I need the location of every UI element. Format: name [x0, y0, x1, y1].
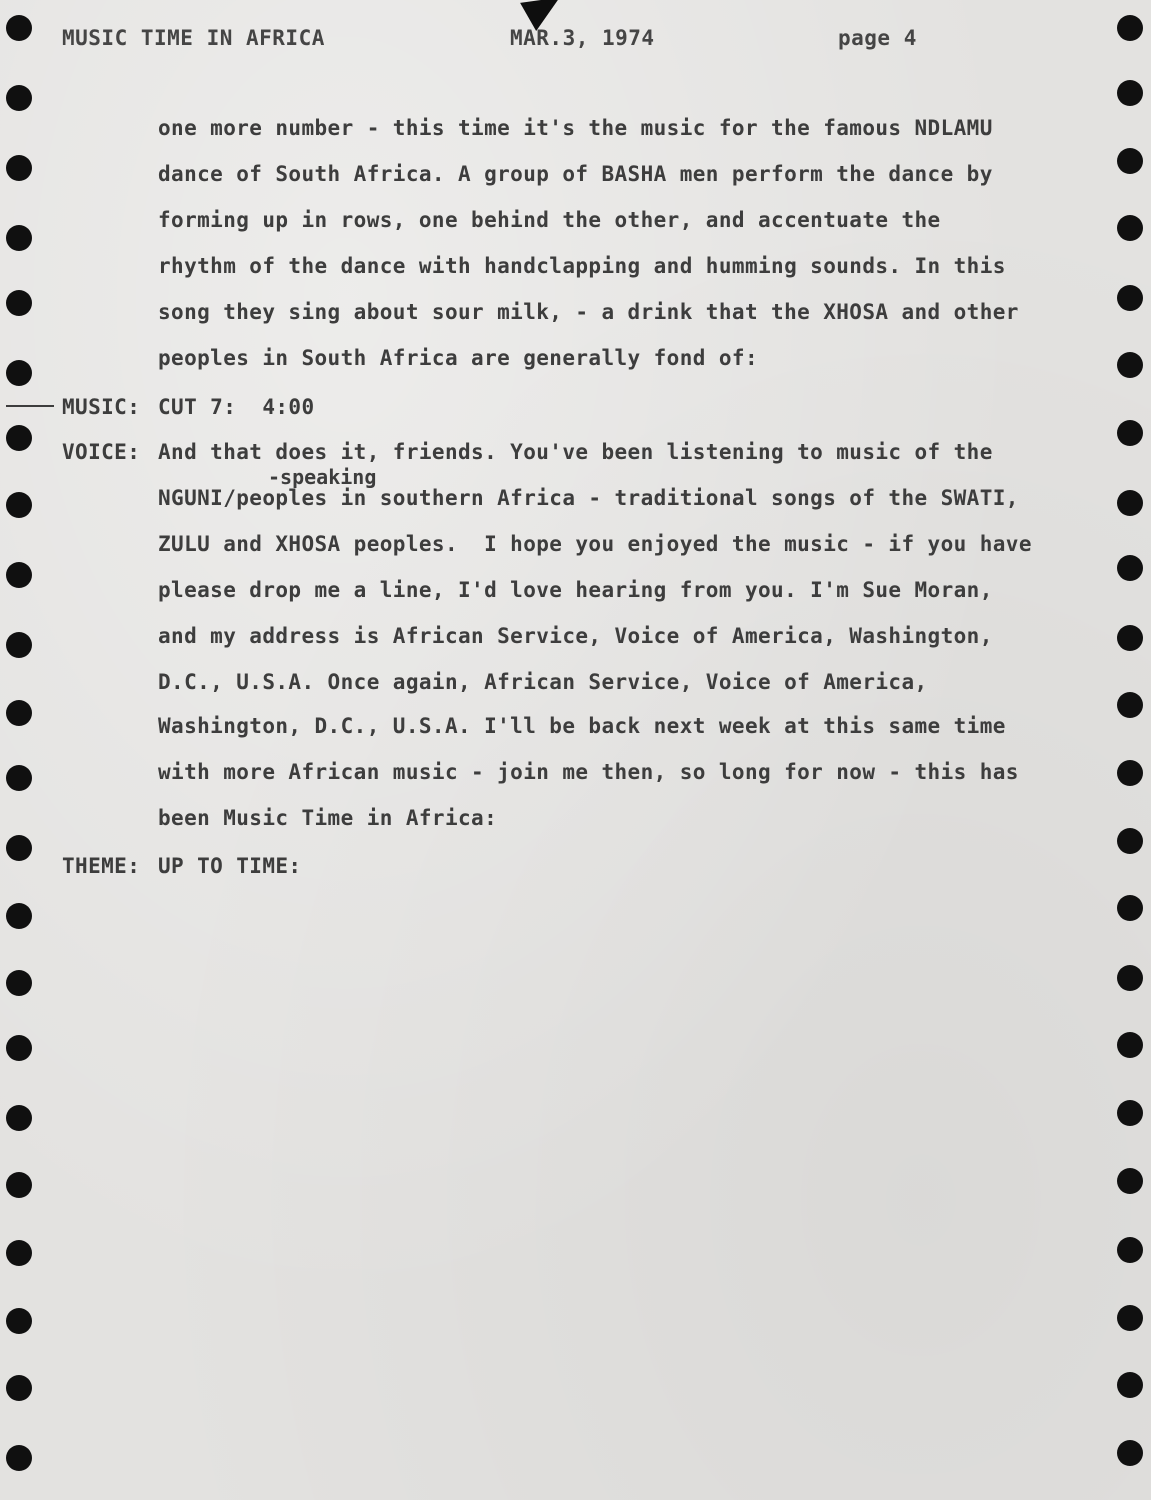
feed-hole	[1117, 1305, 1143, 1331]
feed-hole	[6, 632, 32, 658]
feed-hole	[1117, 828, 1143, 854]
feed-hole	[6, 1105, 32, 1131]
feed-hole	[6, 1375, 32, 1401]
feed-hole	[6, 492, 32, 518]
theme-cue-text: UP TO TIME:	[158, 854, 302, 878]
feed-hole	[1117, 215, 1143, 241]
script-line: song they sing about sour milk, - a drink that the XHOSA and other	[158, 300, 1019, 324]
feed-hole	[6, 1308, 32, 1334]
feed-hole	[6, 155, 32, 181]
feed-hole	[1117, 1168, 1143, 1194]
feed-hole	[6, 85, 32, 111]
script-line: please drop me a line, I'd love hearing from you. I'm Sue Moran,	[158, 578, 993, 602]
script-line: ZULU and XHOSA peoples. I hope you enjoyed the music - if you have	[158, 532, 1032, 556]
feed-hole	[1117, 15, 1143, 41]
music-cue-text: CUT 7: 4:00	[158, 395, 315, 419]
feed-hole	[6, 1172, 32, 1198]
script-line: and my address is African Service, Voice of America, Washington,	[158, 624, 993, 648]
feed-hole	[6, 1240, 32, 1266]
feed-hole	[1117, 490, 1143, 516]
margin-arrow-mark	[6, 405, 54, 407]
feed-hole	[6, 562, 32, 588]
feed-hole	[6, 15, 32, 41]
feed-hole	[6, 425, 32, 451]
feed-hole	[1117, 555, 1143, 581]
voice-cue-label: VOICE:	[62, 440, 141, 464]
feed-hole	[1117, 692, 1143, 718]
feed-hole	[6, 700, 32, 726]
feed-hole	[1117, 625, 1143, 651]
script-line: one more number - this time it's the music for the famous NDLAMU	[158, 116, 993, 140]
feed-hole	[1117, 1237, 1143, 1263]
left-tractor-feed-holes	[0, 0, 40, 1500]
handwritten-insertion: -speaking	[268, 465, 377, 489]
feed-hole	[6, 835, 32, 861]
feed-hole	[1117, 1100, 1143, 1126]
feed-hole	[1117, 895, 1143, 921]
theme-cue-label: THEME:	[62, 854, 141, 878]
feed-hole	[6, 1445, 32, 1471]
script-line: D.C., U.S.A. Once again, African Service, Voice of America,	[158, 670, 928, 694]
feed-hole	[1117, 760, 1143, 786]
feed-hole	[1117, 352, 1143, 378]
feed-hole	[1117, 965, 1143, 991]
feed-hole	[1117, 285, 1143, 311]
script-line: Washington, D.C., U.S.A. I'll be back next week at this same time	[158, 714, 1006, 738]
feed-hole	[6, 225, 32, 251]
page-number: page 4	[838, 26, 917, 50]
feed-hole	[1117, 420, 1143, 446]
feed-hole	[6, 970, 32, 996]
feed-hole	[1117, 1032, 1143, 1058]
right-tractor-feed-holes	[1111, 0, 1151, 1500]
feed-hole	[1117, 80, 1143, 106]
broadcast-date: MAR.3, 1974	[510, 26, 655, 50]
feed-hole	[6, 1035, 32, 1061]
feed-hole	[1117, 1372, 1143, 1398]
script-line: And that does it, friends. You've been listening to music of the	[158, 440, 993, 464]
feed-hole	[1117, 148, 1143, 174]
script-line: been Music Time in Africa:	[158, 806, 498, 830]
music-cue-label: MUSIC:	[62, 395, 141, 419]
feed-hole	[6, 903, 32, 929]
script-line: peoples in South Africa are generally fond of:	[158, 346, 758, 370]
script-line: with more African music - join me then, so long for now - this has	[158, 760, 1019, 784]
feed-hole	[1117, 1440, 1143, 1466]
script-line: NGUNI/peoples in southern Africa - traditional songs of the SWATI,	[158, 486, 1019, 510]
feed-hole	[6, 290, 32, 316]
script-line: forming up in rows, one behind the other, and accentuate the	[158, 208, 941, 232]
feed-hole	[6, 765, 32, 791]
script-line: rhythm of the dance with handclapping and humming sounds. In this	[158, 254, 1006, 278]
feed-hole	[6, 360, 32, 386]
program-title: MUSIC TIME IN AFRICA	[62, 26, 325, 50]
script-line: dance of South Africa. A group of BASHA men perform the dance by	[158, 162, 993, 186]
